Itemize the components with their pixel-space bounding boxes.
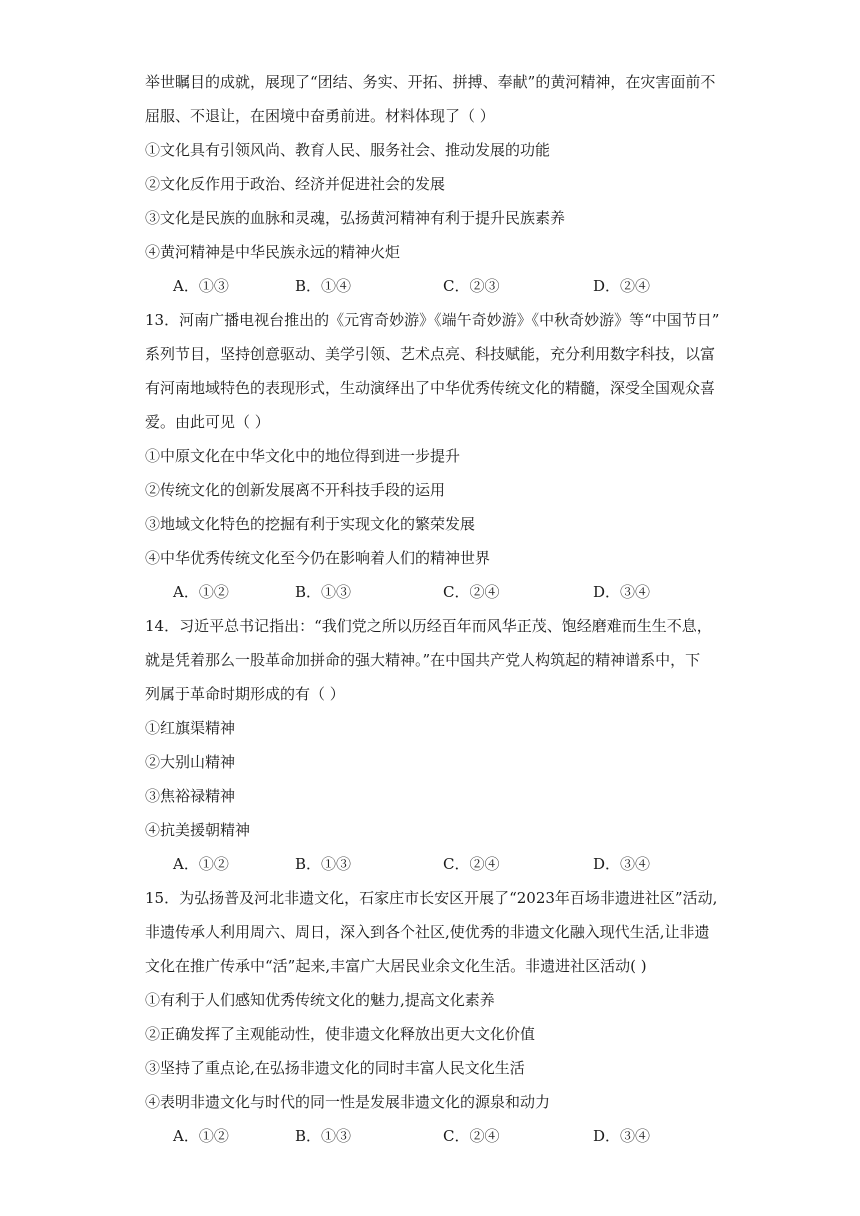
q13-item-3: ③地域文化特色的挖掘有利于实现文化的繁荣发展 bbox=[145, 515, 476, 533]
q14-item-4: ④抗美援朝精神 bbox=[145, 821, 251, 839]
q12-stem-line-1: 举世瞩目的成就，展现了“团结、务实、开拓、拼搏、奉献”的黄河精神，在灾害面前不 bbox=[145, 73, 716, 91]
q14-option-c[interactable]: C．②④ bbox=[443, 855, 500, 873]
q13-options bbox=[173, 582, 733, 602]
q12-option-d[interactable]: D．②④ bbox=[593, 277, 651, 295]
q14-stem-line-1: 14．习近平总书记指出：“我们党之所以历经百年而风华正茂、饱经磨难而生生不息， bbox=[145, 617, 712, 635]
q15-stem-line-3: 文化在推广传承中“活”起来,丰富广大居民业余文化生活。非遗进社区活动( ) bbox=[145, 957, 647, 975]
q15-item-4: ④表明非遗文化与时代的同一性是发展非遗文化的源泉和动力 bbox=[145, 1093, 551, 1111]
q13-item-1: ①中原文化在中华文化中的地位得到进一步提升 bbox=[145, 447, 461, 465]
q15-option-a[interactable]: A．①② bbox=[173, 1127, 229, 1145]
q13-stem-line-1: 13．河南广播电视台推出的《元宵奇妙游》《端午奇妙游》《中秋奇妙游》等“中国节日” bbox=[145, 311, 720, 329]
q15-option-d[interactable]: D．③④ bbox=[593, 1127, 651, 1145]
q15-item-2: ②正确发挥了主观能动性，使非遗文化释放出更大文化价值 bbox=[145, 1025, 536, 1043]
q15-item-1: ①有利于人们感知优秀传统文化的魅力,提高文化素养 bbox=[145, 991, 495, 1009]
q15-stem-line-1: 15．为弘扬普及河北非遗文化，石家庄市长安区开展了“2023年百场非遗进社区”活动, bbox=[145, 889, 718, 907]
q13-stem-line-2: 系列节目，坚持创意驱动、美学引领、艺术点亮、科技赋能，充分利用数字科技，以富 bbox=[145, 345, 716, 363]
q15-item-3: ③坚持了重点论,在弘扬非遗文化的同时丰富人民文化生活 bbox=[145, 1059, 525, 1077]
q15-stem-line-2: 非遗传承人利用周六、周日，深入到各个社区,使优秀的非遗文化融入现代生活,让非遗 bbox=[145, 923, 710, 941]
q13-option-d[interactable]: D．③④ bbox=[593, 583, 651, 601]
q14-stem-line-3: 列属于革命时期形成的有（ ） bbox=[145, 685, 345, 703]
q14-option-a[interactable]: A．①② bbox=[173, 855, 229, 873]
q13-item-4: ④中华优秀传统文化至今仍在影响着人们的精神世界 bbox=[145, 549, 491, 567]
q12-item-2: ②文化反作用于政治、经济并促进社会的发展 bbox=[145, 175, 446, 193]
q14-item-1: ①红旗渠精神 bbox=[145, 719, 236, 737]
q12-option-b[interactable]: B．①④ bbox=[295, 277, 352, 295]
q13-option-b[interactable]: B．①③ bbox=[295, 583, 352, 601]
q13-option-a[interactable]: A．①② bbox=[173, 583, 229, 601]
q12-stem-line-2: 屈服、不退让，在困境中奋勇前进。材料体现了（ ） bbox=[145, 107, 495, 125]
q13-option-c[interactable]: C．②④ bbox=[443, 583, 500, 601]
q12-item-4: ④黄河精神是中华民族永远的精神火炬 bbox=[145, 243, 401, 261]
q15-option-b[interactable]: B．①③ bbox=[295, 1127, 352, 1145]
q15-option-c[interactable]: C．②④ bbox=[443, 1127, 500, 1145]
q13-stem-line-4: 爱。由此可见（ ） bbox=[145, 413, 270, 431]
q12-option-a[interactable]: A．①③ bbox=[173, 277, 229, 295]
q14-item-2: ②大别山精神 bbox=[145, 753, 236, 771]
q12-options bbox=[173, 276, 733, 296]
q14-option-d[interactable]: D．③④ bbox=[593, 855, 651, 873]
q12-option-c[interactable]: C．②③ bbox=[443, 277, 500, 295]
q14-stem-line-2: 就是凭着那么一股革命加拼命的强大精神。”在中国共产党人构筑起的精神谱系中，下 bbox=[145, 651, 701, 669]
q13-item-2: ②传统文化的创新发展离不开科技手段的运用 bbox=[145, 481, 446, 499]
q14-item-3: ③焦裕禄精神 bbox=[145, 787, 236, 805]
q13-stem-line-3: 有河南地域特色的表现形式，生动演绎出了中华优秀传统文化的精髓，深受全国观众喜 bbox=[145, 379, 716, 397]
q15-options bbox=[173, 1126, 733, 1146]
q14-option-b[interactable]: B．①③ bbox=[295, 855, 352, 873]
q12-item-3: ③文化是民族的血脉和灵魂，弘扬黄河精神有利于提升民族素养 bbox=[145, 209, 566, 227]
q12-item-1: ①文化具有引领风尚、教育人民、服务社会、推动发展的功能 bbox=[145, 141, 551, 159]
q14-options bbox=[173, 854, 733, 874]
